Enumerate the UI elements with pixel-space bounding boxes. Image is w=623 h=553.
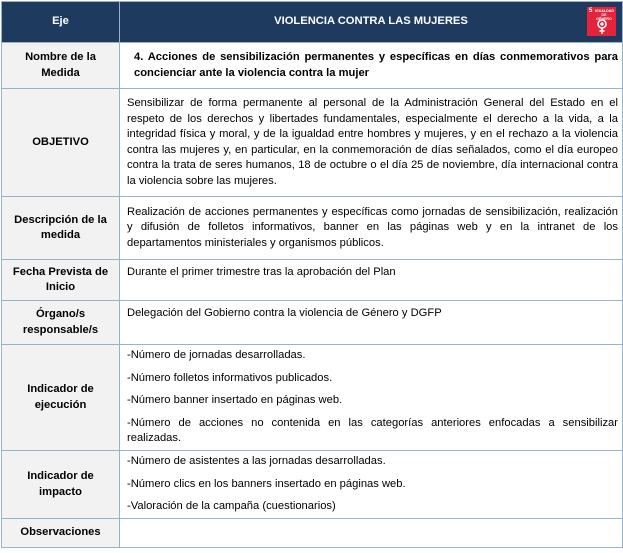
organo-label: Órgano/s responsable/s (2, 301, 120, 345)
descripcion-label: Descripción de la medida (2, 197, 120, 260)
observaciones-label: Observaciones (2, 519, 120, 548)
gender-symbol-icon (595, 18, 609, 35)
eje-label: Eje (2, 2, 120, 43)
row-objetivo (2, 89, 623, 197)
sdg-text: IGUALDAD DE GÉNERO (595, 9, 614, 21)
row-ejecucion (2, 345, 623, 451)
objetivo-label: OBJETIVO (2, 89, 120, 197)
row-observaciones (2, 519, 623, 548)
descripcion-value: Realización de acciones permanentes y específicas como jornadas de sensibilización, realización y difusión de folletos informativos, banner en las páginas web y en la intranet de los departamentos ministeriales y organismos públicos. (120, 197, 623, 260)
ejecucion-item: -Número de acciones no contenida en las categorías anteriores enfocadas a sensibilizar realizadas. (127, 416, 618, 445)
ejecucion-list (120, 345, 623, 451)
impacto-item: -Valoración de la campaña (cuestionarios) (127, 500, 336, 513)
ejecucion-item: -Número folletos informativos publicados. (127, 371, 333, 384)
row-impacto (2, 451, 623, 519)
nombre-value: 4. Acciones de sensibilización permanentes y específicas en días conmemorativos para concienciar ante la violencia contra la mujer (120, 43, 623, 89)
impacto-item: -Número de asistentes a las jornadas desarrolladas. (127, 455, 386, 468)
sdg-number: 5 (589, 8, 593, 14)
ejecucion-item: -Número de jornadas desarrolladas. (127, 349, 306, 362)
observaciones-value (120, 519, 623, 548)
impacto-item: -Número clics en los banners insertado en páginas web. (127, 477, 406, 490)
row-descripcion (2, 197, 623, 260)
impacto-label: Indicador de impacto (2, 451, 120, 519)
nombre-label: Nombre de la Medida (2, 43, 120, 89)
row-organo (2, 301, 623, 345)
header-row (2, 2, 623, 43)
impacto-list (120, 451, 623, 519)
measure-table (1, 1, 623, 548)
gender-equality-sdg-icon (587, 7, 616, 36)
ejecucion-item: -Número banner insertado en páginas web. (127, 394, 343, 407)
row-fecha (2, 260, 623, 301)
row-nombre (2, 43, 623, 89)
objetivo-value: Sensibilizar de forma permanente al personal de la Administración General del Estado en el respeto de los derechos y libertades fundamentales, especialmente el derecho a la vida, a la integridad física y moral, y de la igualdad entre hombres y mujeres, y en el rechazo a la violencia contra las mujeres y, en particular, en la conmemoración de días señalados, como el día europeo contra la trata de seres humanos, 18 de octubre o el día 25 de noviembre, día internacional contra la violencia sobre las mujeres. (120, 89, 623, 197)
fecha-label: Fecha Prevista de Inicio (2, 260, 120, 301)
axis-title: VIOLENCIA CONTRA LAS MUJERES (274, 15, 468, 28)
fecha-value: Durante el primer trimestre tras la aprobación del Plan (120, 260, 623, 301)
organo-value: Delegación del Gobierno contra la violencia de Género y DGFP (120, 301, 623, 345)
axis-title-cell (120, 2, 623, 43)
ejecucion-label: Indicador de ejecución (2, 345, 120, 451)
